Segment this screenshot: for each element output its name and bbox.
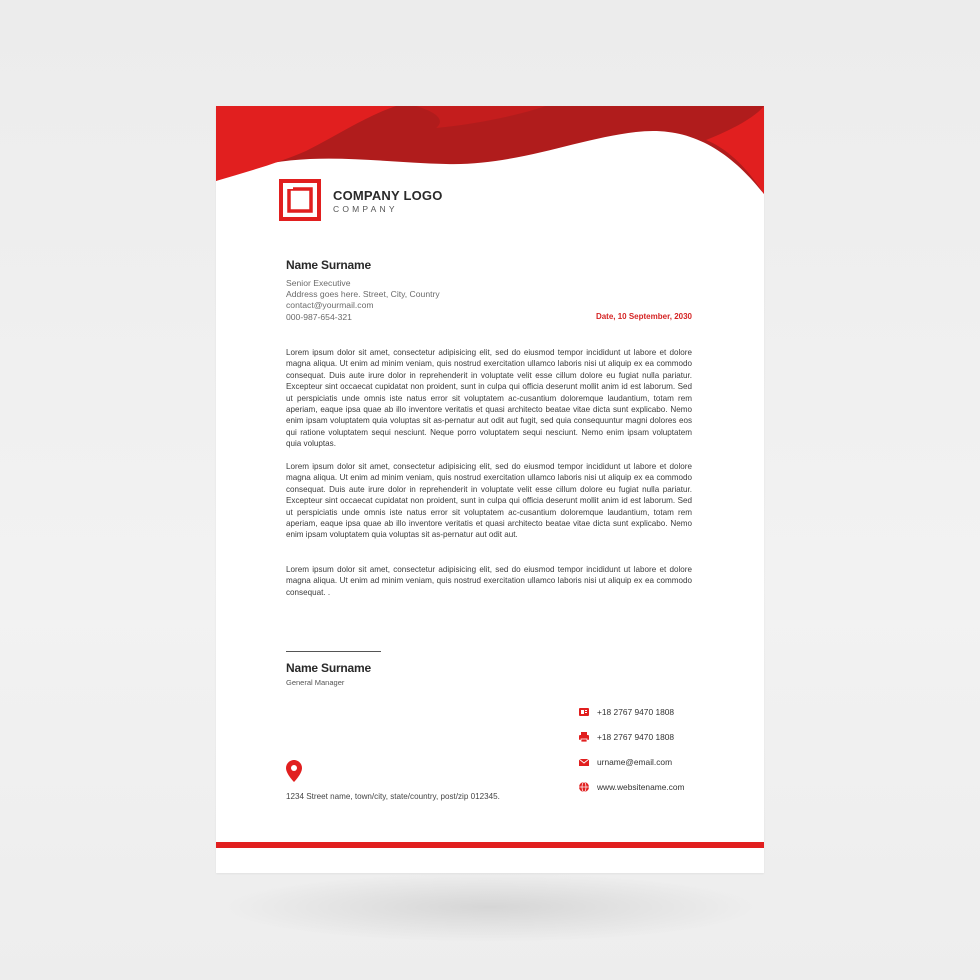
contact-fax-text: +18 2767 9470 1808 <box>597 732 675 742</box>
contact-phone <box>578 706 674 718</box>
footer-bar <box>216 842 764 848</box>
sender-address: Address goes here. Street, City, Country <box>286 289 440 299</box>
page-shadow <box>220 872 760 942</box>
sender-email: contact@yourmail.com <box>286 300 374 310</box>
contact-phone-text: +18 2767 9470 1808 <box>597 707 675 717</box>
letterhead-page <box>216 106 764 873</box>
company-address: 1234 Street name, town/city, state/country, post/zip 012345. <box>286 792 500 801</box>
sender-name: Name Surname <box>286 258 371 272</box>
square-logo-icon <box>279 179 321 221</box>
contact-website <box>578 781 685 793</box>
contact-fax <box>578 731 674 743</box>
logo-title: COMPANY LOGO <box>333 188 443 203</box>
email-icon <box>578 756 590 768</box>
contact-website-text: www.websitename.com <box>597 782 685 792</box>
sender-phone: 000-987-654-321 <box>286 312 352 322</box>
sender-title: Senior Executive <box>286 278 351 288</box>
location-pin-icon <box>286 760 302 782</box>
letter-date: Date, 10 September, 2030 <box>595 312 692 321</box>
logo-subtitle: COMPANY <box>333 204 398 214</box>
body-paragraph-1: Lorem ipsum dolor sit amet, consectetur adipisicing elit, sed do eiusmod tempor incididunt ut labore et dolore magna aliqua. Ut enim ad minim veniam, quis nostrud exercitation ullamco laboris nisi ut aliquip ex ea commodo consequat. Duis aute irure dolor in reprehenderit in voluptate velit esse cillum dolore eu fugiat nulla pariatur. Excepteur sint occaecat cupidatat non proident, sunt in culpa qui officia deserunt mollit anim id est laborum. Sed ut perspiciatis unde omnis iste natus error sit voluptatem ac-cusantium doloremque laudantium, totam rem aperiam, eaque ipsa quae ab illo inventore veritatis et quasi architecto beatae vitae dicta sunt explicabo. Nemo enim ipsam voluptatem quia voluptas sit as-pernatur aut odit aut fugit, sed quia consequuntur magni dolores eos qui ratione voluptatem sequi nesciunt. Neque porro voluptatem sequi nesciunt. Nemo enim ipsam voluptatem quia voluptas. <box>286 348 692 449</box>
body-paragraph-3: Lorem ipsum dolor sit amet, consectetur adipisicing elit, sed do eiusmod tempor incididunt ut labore et dolore magna aliqua. Ut enim ad minim veniam, quis nostrud exercitation ullamco laboris nisi ut aliquip ex ea commodo consequat. . <box>286 565 692 597</box>
body-paragraph-2: Lorem ipsum dolor sit amet, consectetur adipisicing elit, sed do eiusmod tempor incididunt ut labore et dolore magna aliqua. Ut enim ad minim veniam, quis nostrud exercitation ullamco laboris nisi ut aliquip ex ea commodo consequat. Duis aute irure dolor in reprehenderit in voluptate velit esse cillum dolore eu fugiat nulla pariatur. Excepteur sint occaecat cupidatat non proident, sunt in culpa qui officia deserunt mollit anim id est laborum. Sed ut perspiciatis unde omnis iste natus error sit voluptatem ac-cusantium doloremque laudantium, totam rem aperiam, eaque ipsa quae ab illo inventore veritatis et quasi architecto beatae vitae dicta sunt explicabo. Nemo enim ipsam voluptatem quia voluptas sit as-pernatur aut odit aut. <box>286 462 692 540</box>
signature-title: General Manager <box>286 678 345 687</box>
signature-name: Name Surname <box>286 661 371 675</box>
globe-icon <box>578 781 590 793</box>
contact-email <box>578 756 672 768</box>
contact-email-text: urname@email.com <box>597 757 673 767</box>
signature-line <box>286 651 381 652</box>
phone-icon <box>578 706 590 718</box>
fax-icon <box>578 731 590 743</box>
